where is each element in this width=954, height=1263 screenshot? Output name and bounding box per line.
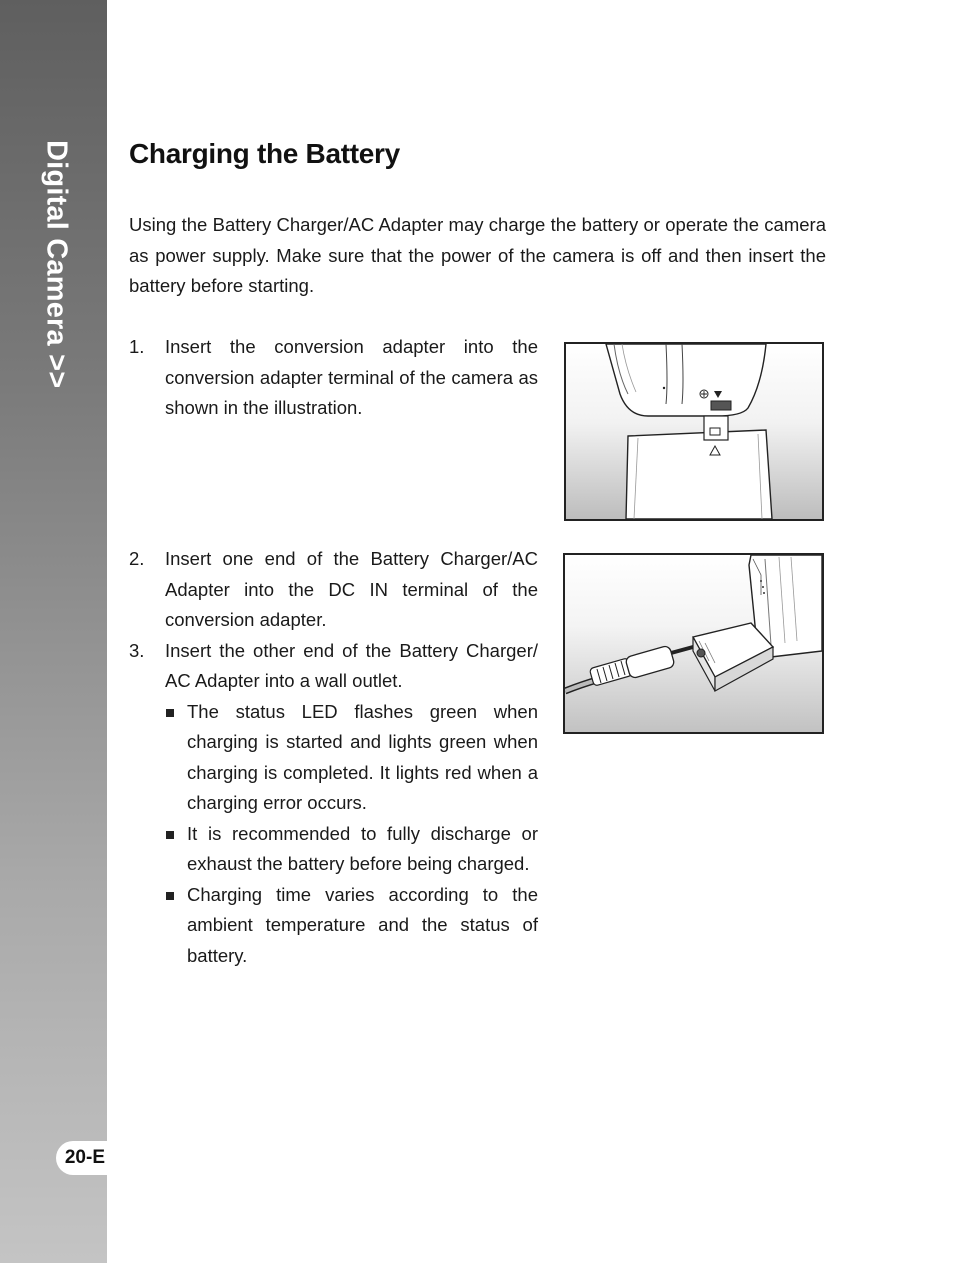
step-number: 2. xyxy=(129,548,145,569)
step-text: Insert one end of the Battery Charger/AC Adapter into the DC IN terminal of the conversion adapter. xyxy=(165,548,538,630)
step-text: Insert the conversion adapter into the conversion adapter terminal of the camera as shown in the illustration. xyxy=(165,336,538,418)
page-number-label: 20-E xyxy=(64,1147,105,1168)
camera-adapter-illustration xyxy=(566,344,822,519)
sidebar xyxy=(0,0,107,1263)
step-3 xyxy=(129,636,538,972)
page-number xyxy=(56,1141,107,1175)
note-item xyxy=(165,880,538,972)
intro-paragraph: Using the Battery Charger/AC Adapter may charge the battery or operate the camera as power supply. Make sure that the power of the camera is off and then insert the battery before starting. xyxy=(129,214,826,296)
note-text: The status LED flashes green when charging is started and lights green when charging is completed. It lights red when a charging error occurs. xyxy=(187,700,538,813)
step-number: 3. xyxy=(129,639,145,661)
note-text: It is recommended to fully discharge or exhaust the battery before being charged. xyxy=(187,822,538,874)
page-title: Charging the Battery xyxy=(129,138,400,169)
note-item xyxy=(165,697,538,819)
illustration-insert-adapter xyxy=(564,342,824,521)
bullet-square-icon xyxy=(166,892,174,900)
step-number: 1. xyxy=(129,336,145,357)
section-title: Digital Camera >> xyxy=(40,140,73,389)
notes-list xyxy=(165,697,538,972)
step-1 xyxy=(129,332,538,544)
note-item xyxy=(165,819,538,880)
note-text: Charging time varies according to the ambient temperature and the status of battery. xyxy=(187,883,538,966)
step-text: Insert the other end of the Battery Charger/ AC Adapter into a wall outlet. xyxy=(165,639,538,691)
bullet-square-icon xyxy=(166,831,174,839)
steps-list xyxy=(129,332,538,971)
charger-connection-illustration xyxy=(565,555,822,732)
illustration-connect-charger xyxy=(563,553,824,734)
bullet-square-icon xyxy=(166,709,174,717)
step-2 xyxy=(129,544,538,636)
